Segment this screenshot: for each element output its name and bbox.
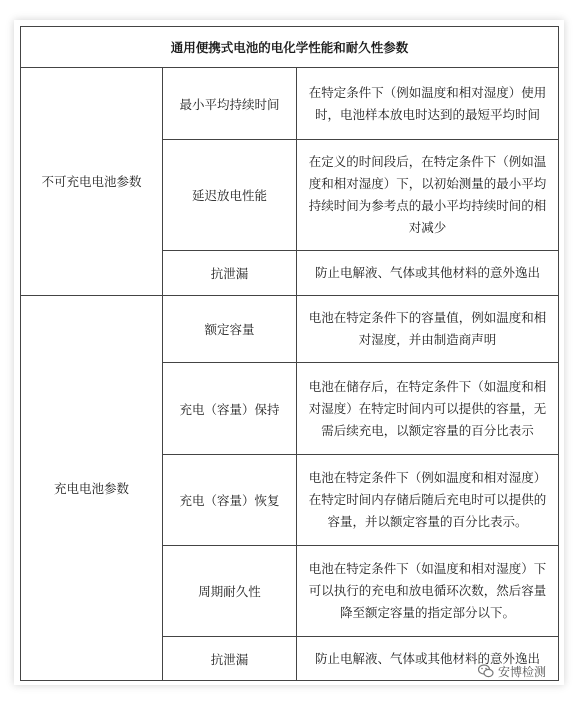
param-name: 延迟放电性能 — [163, 140, 297, 250]
watermark-text: 安博检测 — [498, 664, 547, 679]
watermark — [478, 662, 546, 680]
group-label-rechargeable: 充电电池参数 — [21, 295, 163, 680]
param-description: 在定义的时间段后，在特定条件下（例如温度和相对湿度）下，以初始测量的最小平均持续时间为参考点的最小平均持续时间的相对减少 — [297, 140, 559, 250]
table-row — [21, 295, 559, 362]
param-description: 电池在储存后，在特定条件下（如温度和相对湿度）在特定时间内可以提供的容量，无需后续充电，以额定容量的百分比表示 — [297, 363, 559, 455]
table-title-row — [21, 27, 559, 68]
param-name: 额定容量 — [163, 295, 297, 362]
param-name: 周期耐久性 — [163, 546, 297, 637]
param-description: 电池在特定条件下的容量值，例如温度和相对湿度，并由制造商声明 — [297, 295, 559, 362]
param-description: 电池在特定条件下（例如温度和相对湿度）在特定时间内存储后随后充电时可以提供的容量，并以额定容量的百分比表示。 — [297, 455, 559, 546]
param-name: 充电（容量）保持 — [163, 363, 297, 455]
param-description: 电池在特定条件下（如温度和相对湿度）下可以执行的充电和放电循环次数，然后容量降至额定容量的指定部分以下。 — [297, 546, 559, 637]
param-name: 最小平均持续时间 — [163, 67, 297, 140]
parameter-table — [20, 26, 559, 681]
wechat-icon — [478, 664, 494, 678]
table-title: 通用便携式电池的电化学性能和耐久性参数 — [21, 27, 559, 68]
table-row — [21, 67, 559, 140]
param-description: 防止电解液、气体或其他材料的意外逸出 — [297, 637, 559, 681]
param-description: 防止电解液、气体或其他材料的意外逸出 — [297, 250, 559, 295]
group-label-non-rechargeable: 不可充电电池参数 — [21, 67, 163, 295]
param-name: 抗泄漏 — [163, 637, 297, 681]
param-description: 在特定条件下（例如温度和相对湿度）使用时，电池样本放电时达到的最短平均时间 — [297, 67, 559, 140]
param-name: 充电（容量）恢复 — [163, 455, 297, 546]
param-name: 抗泄漏 — [163, 250, 297, 295]
